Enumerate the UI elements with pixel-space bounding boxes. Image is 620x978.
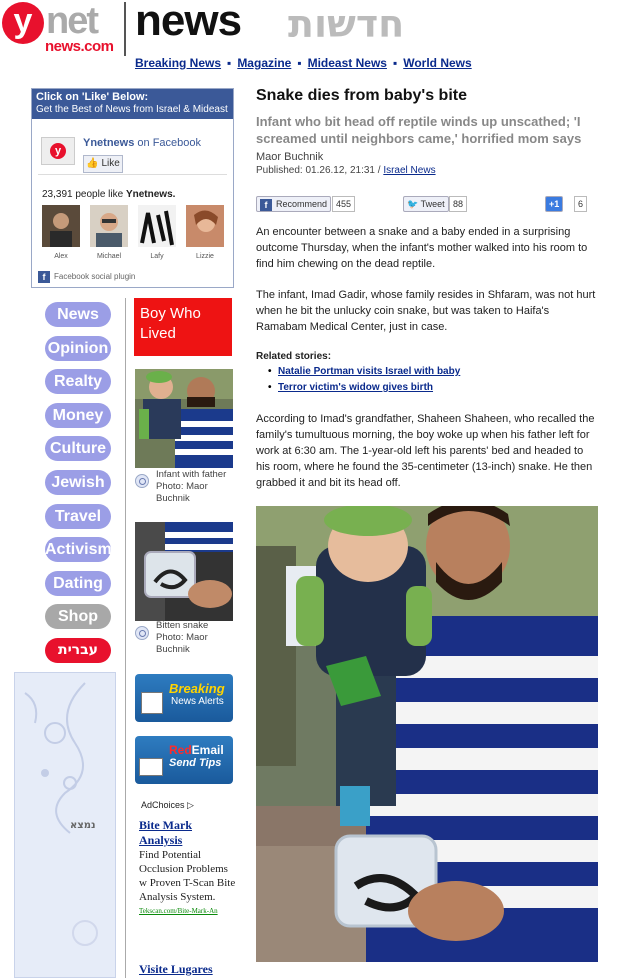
fb-header xyxy=(32,89,233,119)
floral-pattern-icon xyxy=(15,673,115,977)
photo2-caption: Bitten snake Photo: Maor Buchnik xyxy=(156,620,209,655)
ad-bite-mark xyxy=(139,818,237,918)
fb-face-name: Michael xyxy=(96,253,122,260)
fb-face-name: Alex xyxy=(54,253,68,260)
fb-face-name: Lizzie xyxy=(196,253,214,260)
nav-breaking-news[interactable]: Breaking News xyxy=(135,56,222,70)
fb-page-title: Ynetnews on Facebook xyxy=(83,137,202,149)
fb-like-count: 23,391 people like Ynetnews. xyxy=(42,189,176,200)
section-link[interactable]: Israel News xyxy=(383,165,436,176)
twitter-bird-icon: 🐦 xyxy=(407,199,419,209)
decorative-ad-panel[interactable] xyxy=(14,672,116,978)
fb-face-lafy[interactable] xyxy=(138,205,176,247)
fb-like-button[interactable]: 👍 Like xyxy=(83,155,123,173)
ad1-url[interactable]: Tekscan.com/Bite-Mark-An xyxy=(139,907,218,915)
facebook-icon: f xyxy=(260,199,272,211)
breaking-news-alerts-button[interactable] xyxy=(135,674,233,722)
ad1-body: Find Potential Occlusion Problems w Proven T-Scan Bite Analysis System. xyxy=(139,849,236,903)
nav-world-news[interactable]: World News xyxy=(403,56,472,70)
related-story-item xyxy=(278,382,433,393)
fb-face-name: Lafy xyxy=(150,253,164,260)
related-story-item xyxy=(278,366,460,377)
adchoices-link[interactable]: AdChoices ▷ xyxy=(141,800,194,810)
fb-faces xyxy=(42,205,227,260)
article-title: Snake dies from baby's bite xyxy=(256,87,467,104)
main-article-photo[interactable] xyxy=(256,506,598,962)
article-paragraph-1: An encounter between a snake and a baby ended in a surprising outcome Thursday, when the infant's mother walked into his room to find him chewing on the dead reptile. xyxy=(256,226,588,270)
red-email-send-tips-button[interactable] xyxy=(135,736,233,784)
nav-pill-realty[interactable]: Realty xyxy=(45,369,111,394)
nav-pill-opinion[interactable]: Opinion xyxy=(45,336,111,361)
newspaper-icon xyxy=(141,692,163,714)
deco-hebrew-text: נמצא xyxy=(70,820,96,831)
fb-recommend-button[interactable]: f Recommend xyxy=(256,196,331,212)
related-story-link[interactable]: Natalie Portman visits Israel with baby xyxy=(278,366,461,377)
boy-who-lived-box: Boy Who Lived xyxy=(134,298,232,356)
bitten-snake-thumbnail[interactable] xyxy=(135,522,233,621)
nav-pill-dating[interactable]: Dating xyxy=(45,571,111,596)
top-nav: Breaking News ▪ Magazine ▪ Mideast News ▪ World News xyxy=(135,56,472,70)
social-share-bar xyxy=(256,195,596,215)
related-story-link[interactable]: Terror victim's widow gives birth xyxy=(278,382,434,393)
nav-pill-hebrew[interactable]: עברית xyxy=(45,638,111,663)
fb-page-avatar[interactable]: y xyxy=(41,137,75,165)
article-subtitle: Infant who bit head off reptile winds up unscathed; 'I screamed until neighbors came,' horrified mom says xyxy=(256,114,582,146)
envelope-icon xyxy=(139,758,163,776)
column-divider xyxy=(125,298,126,978)
left-nav xyxy=(45,302,113,672)
zoom-icon[interactable] xyxy=(135,626,149,640)
nav-pill-news[interactable]: News xyxy=(45,302,111,327)
send-tips-label: Send Tips xyxy=(169,757,222,769)
fb-plugin-footer: f Facebook social plugin xyxy=(38,271,135,283)
recommend-count: 455 xyxy=(332,196,355,212)
nav-pill-travel[interactable]: Travel xyxy=(45,504,111,529)
logo-domain-text: news.com xyxy=(45,38,114,55)
news-hebrew-wordmark: חדשות xyxy=(288,2,405,46)
ynet-logo[interactable]: y xyxy=(2,2,44,44)
tweet-count: 88 xyxy=(449,196,467,212)
logo-net-text: net xyxy=(46,0,97,42)
article-header xyxy=(256,86,598,176)
fb-page-name[interactable]: Ynetnews xyxy=(83,137,135,149)
ad2-title-link[interactable]: Visite Lugares xyxy=(139,962,213,976)
fb-face-lizzie[interactable] xyxy=(186,205,224,247)
plusone-count: 6 xyxy=(574,196,587,212)
google-plusone-button[interactable]: +1 xyxy=(545,196,563,212)
header-divider xyxy=(124,2,126,56)
breaking-label: Breaking xyxy=(169,681,225,696)
nav-pill-culture[interactable]: Culture xyxy=(45,436,111,461)
article-paragraph-3: According to Imad's grandfather, Shaheen Shaheen, who recalled the family's tumultuous morning, the boy woke up when his father left for work at 6:30 am. The 1-year-old left his parents' bed and headed to his room, where he found the 35-centimeter (13-inch) snake. He then grabbed it and bit its head off. xyxy=(256,413,595,489)
nav-pill-activism[interactable]: Activism xyxy=(45,537,111,562)
news-wordmark: news xyxy=(135,0,242,45)
ad1-title-link[interactable]: Bite Mark Analysis xyxy=(139,818,192,847)
fb-face-alex[interactable] xyxy=(42,205,80,247)
zoom-icon[interactable] xyxy=(135,474,149,488)
thumbs-up-icon: 👍 xyxy=(86,158,99,169)
infant-father-thumbnail[interactable] xyxy=(135,369,233,468)
article-author: Maor Buchnik xyxy=(256,151,324,163)
site-header xyxy=(0,0,620,72)
nav-pill-shop[interactable]: Shop xyxy=(45,604,111,629)
nav-pill-money[interactable]: Money xyxy=(45,403,111,428)
nav-pill-jewish[interactable]: Jewish xyxy=(45,470,111,495)
article-published: Published: 01.26.12, 21:31 / Israel News xyxy=(256,165,436,176)
fb-click-line: Click on 'Like' Below: xyxy=(36,91,149,103)
fb-page-card xyxy=(38,127,227,175)
article-paragraph-2: The infant, Imad Gadir, whose family resides in Shfaram, was not hurt when he bit the unlucky coin snake, but was taken to Haifa's Ramabam Medical Center, just in case. xyxy=(256,289,596,333)
nav-magazine[interactable]: Magazine xyxy=(237,56,292,70)
related-stories-heading: Related stories: xyxy=(256,351,332,362)
photo1-caption: Infant with father Photo: Maor Buchnik xyxy=(156,469,227,504)
fb-sub-line: Get the Best of News from Israel & Mideast xyxy=(36,104,228,115)
facebook-icon: f xyxy=(38,271,50,283)
tweet-button[interactable]: 🐦 Tweet xyxy=(403,196,449,212)
facebook-like-box xyxy=(31,88,234,288)
red-email-label: RedEmail xyxy=(169,743,224,757)
fb-face-michael[interactable] xyxy=(90,205,128,247)
nav-mideast-news[interactable]: Mideast News xyxy=(307,56,387,70)
news-alerts-label: News Alerts xyxy=(171,696,224,707)
